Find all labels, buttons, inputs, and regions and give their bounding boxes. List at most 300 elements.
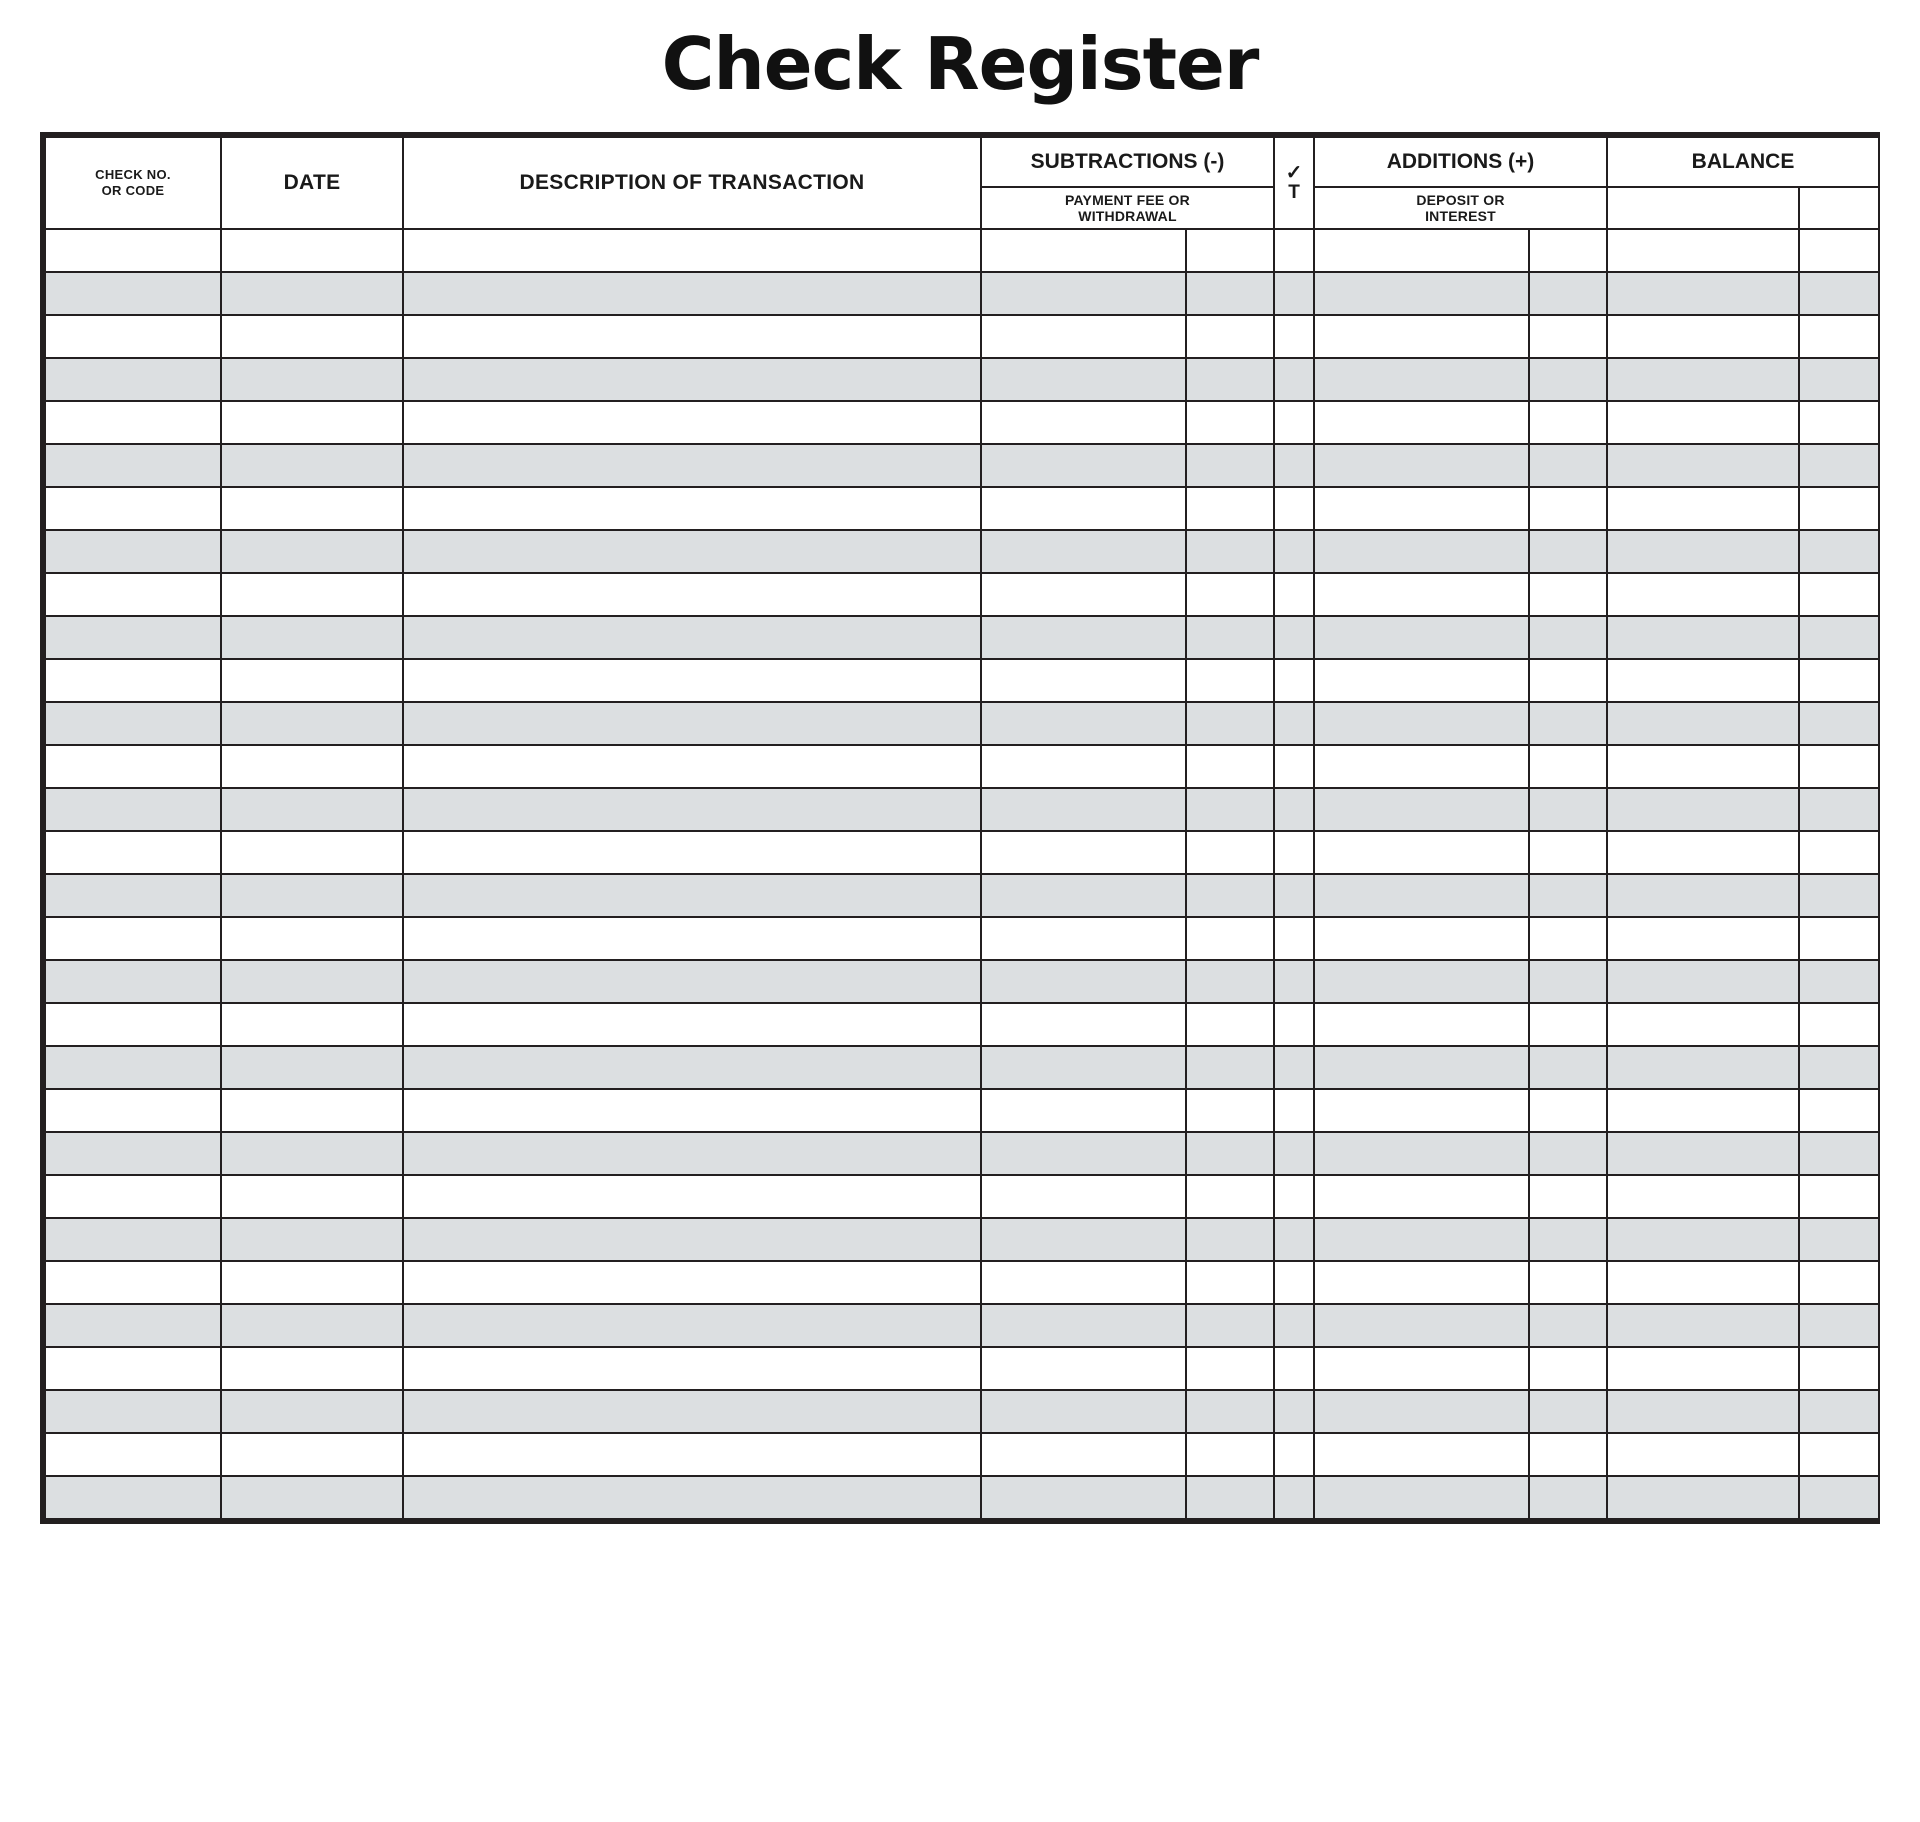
cell-check-no[interactable] [45,530,221,573]
cell-date[interactable] [221,1347,403,1390]
cell-addition-amount[interactable] [1314,444,1529,487]
cell-balance-cents[interactable] [1799,917,1879,960]
table-row[interactable] [45,745,1879,788]
cell-check-no[interactable] [45,659,221,702]
cell-date[interactable] [221,659,403,702]
cell-subtraction-amount[interactable] [981,745,1186,788]
cell-check-no[interactable] [45,444,221,487]
cell-addition-amount[interactable] [1314,401,1529,444]
cell-subtraction-amount[interactable] [981,1046,1186,1089]
cell-addition-amount[interactable] [1314,917,1529,960]
cell-balance-cents[interactable] [1799,960,1879,1003]
cell-addition-amount[interactable] [1314,1175,1529,1218]
cell-tick[interactable] [1274,960,1314,1003]
cell-addition-amount[interactable] [1314,1433,1529,1476]
table-row[interactable] [45,1003,1879,1046]
cell-tick[interactable] [1274,358,1314,401]
cell-balance-cents[interactable] [1799,1003,1879,1046]
cell-subtraction-amount[interactable] [981,1132,1186,1175]
cell-balance-cents[interactable] [1799,788,1879,831]
cell-subtraction-amount[interactable] [981,616,1186,659]
cell-tick[interactable] [1274,272,1314,315]
cell-subtraction-amount[interactable] [981,487,1186,530]
cell-tick[interactable] [1274,702,1314,745]
cell-subtraction-cents[interactable] [1186,745,1274,788]
cell-date[interactable] [221,1218,403,1261]
cell-addition-amount[interactable] [1314,1003,1529,1046]
cell-addition-amount[interactable] [1314,831,1529,874]
table-row[interactable] [45,1046,1879,1089]
cell-balance-amount[interactable] [1607,616,1799,659]
table-row[interactable] [45,530,1879,573]
table-row[interactable] [45,917,1879,960]
cell-check-no[interactable] [45,358,221,401]
cell-check-no[interactable] [45,1218,221,1261]
cell-addition-cents[interactable] [1529,315,1607,358]
cell-balance-cents[interactable] [1799,1433,1879,1476]
cell-subtraction-cents[interactable] [1186,401,1274,444]
cell-check-no[interactable] [45,272,221,315]
cell-description[interactable] [403,1304,981,1347]
cell-date[interactable] [221,874,403,917]
cell-addition-cents[interactable] [1529,229,1607,272]
cell-check-no[interactable] [45,702,221,745]
cell-addition-amount[interactable] [1314,788,1529,831]
cell-balance-amount[interactable] [1607,1046,1799,1089]
cell-addition-cents[interactable] [1529,272,1607,315]
cell-description[interactable] [403,1261,981,1304]
cell-balance-amount[interactable] [1607,1476,1799,1519]
cell-tick[interactable] [1274,917,1314,960]
cell-balance-cents[interactable] [1799,874,1879,917]
cell-check-no[interactable] [45,1175,221,1218]
cell-subtraction-amount[interactable] [981,1304,1186,1347]
cell-description[interactable] [403,530,981,573]
cell-balance-amount[interactable] [1607,1304,1799,1347]
cell-tick[interactable] [1274,1046,1314,1089]
cell-addition-amount[interactable] [1314,659,1529,702]
cell-description[interactable] [403,1175,981,1218]
cell-balance-cents[interactable] [1799,272,1879,315]
cell-subtraction-cents[interactable] [1186,1218,1274,1261]
cell-balance-amount[interactable] [1607,874,1799,917]
table-row[interactable] [45,1218,1879,1261]
cell-tick[interactable] [1274,1347,1314,1390]
cell-subtraction-cents[interactable] [1186,1433,1274,1476]
cell-subtraction-amount[interactable] [981,788,1186,831]
cell-balance-cents[interactable] [1799,401,1879,444]
cell-balance-cents[interactable] [1799,1390,1879,1433]
cell-check-no[interactable] [45,1433,221,1476]
cell-balance-amount[interactable] [1607,1347,1799,1390]
cell-addition-amount[interactable] [1314,702,1529,745]
cell-date[interactable] [221,530,403,573]
cell-tick[interactable] [1274,229,1314,272]
cell-check-no[interactable] [45,831,221,874]
cell-description[interactable] [403,960,981,1003]
cell-subtraction-cents[interactable] [1186,1132,1274,1175]
cell-subtraction-amount[interactable] [981,358,1186,401]
cell-description[interactable] [403,272,981,315]
cell-subtraction-amount[interactable] [981,1390,1186,1433]
cell-addition-amount[interactable] [1314,1304,1529,1347]
cell-addition-amount[interactable] [1314,573,1529,616]
cell-addition-amount[interactable] [1314,229,1529,272]
cell-subtraction-cents[interactable] [1186,960,1274,1003]
cell-subtraction-cents[interactable] [1186,1347,1274,1390]
cell-addition-amount[interactable] [1314,874,1529,917]
cell-addition-cents[interactable] [1529,487,1607,530]
cell-balance-cents[interactable] [1799,444,1879,487]
cell-subtraction-amount[interactable] [981,1347,1186,1390]
cell-date[interactable] [221,960,403,1003]
cell-addition-amount[interactable] [1314,960,1529,1003]
cell-addition-cents[interactable] [1529,788,1607,831]
cell-check-no[interactable] [45,573,221,616]
cell-addition-amount[interactable] [1314,315,1529,358]
cell-subtraction-amount[interactable] [981,530,1186,573]
cell-balance-amount[interactable] [1607,358,1799,401]
cell-subtraction-amount[interactable] [981,960,1186,1003]
cell-addition-amount[interactable] [1314,487,1529,530]
cell-addition-cents[interactable] [1529,702,1607,745]
table-row[interactable] [45,702,1879,745]
cell-tick[interactable] [1274,1261,1314,1304]
cell-balance-cents[interactable] [1799,831,1879,874]
cell-tick[interactable] [1274,1476,1314,1519]
cell-balance-amount[interactable] [1607,960,1799,1003]
cell-addition-cents[interactable] [1529,1132,1607,1175]
cell-addition-cents[interactable] [1529,1476,1607,1519]
cell-description[interactable] [403,444,981,487]
cell-balance-amount[interactable] [1607,1218,1799,1261]
cell-balance-cents[interactable] [1799,1218,1879,1261]
cell-check-no[interactable] [45,1304,221,1347]
cell-check-no[interactable] [45,1003,221,1046]
cell-date[interactable] [221,401,403,444]
table-row[interactable] [45,1433,1879,1476]
cell-date[interactable] [221,831,403,874]
cell-tick[interactable] [1274,1132,1314,1175]
cell-date[interactable] [221,917,403,960]
table-row[interactable] [45,272,1879,315]
cell-balance-cents[interactable] [1799,1175,1879,1218]
cell-addition-amount[interactable] [1314,530,1529,573]
cell-subtraction-cents[interactable] [1186,788,1274,831]
table-row[interactable] [45,573,1879,616]
cell-tick[interactable] [1274,616,1314,659]
cell-tick[interactable] [1274,1089,1314,1132]
cell-date[interactable] [221,573,403,616]
table-row[interactable] [45,1132,1879,1175]
cell-description[interactable] [403,745,981,788]
cell-tick[interactable] [1274,573,1314,616]
cell-addition-cents[interactable] [1529,1175,1607,1218]
cell-balance-amount[interactable] [1607,573,1799,616]
cell-subtraction-cents[interactable] [1186,1261,1274,1304]
cell-addition-amount[interactable] [1314,1476,1529,1519]
cell-addition-cents[interactable] [1529,1218,1607,1261]
table-row[interactable] [45,1089,1879,1132]
cell-check-no[interactable] [45,1261,221,1304]
cell-addition-cents[interactable] [1529,1261,1607,1304]
table-row[interactable] [45,229,1879,272]
cell-date[interactable] [221,788,403,831]
table-row[interactable] [45,1476,1879,1519]
cell-addition-cents[interactable] [1529,745,1607,788]
cell-description[interactable] [403,573,981,616]
cell-subtraction-amount[interactable] [981,874,1186,917]
cell-subtraction-cents[interactable] [1186,1390,1274,1433]
cell-balance-cents[interactable] [1799,616,1879,659]
cell-subtraction-cents[interactable] [1186,874,1274,917]
cell-check-no[interactable] [45,788,221,831]
cell-addition-cents[interactable] [1529,1304,1607,1347]
cell-description[interactable] [403,1132,981,1175]
cell-date[interactable] [221,1476,403,1519]
cell-subtraction-cents[interactable] [1186,659,1274,702]
cell-description[interactable] [403,1476,981,1519]
cell-addition-cents[interactable] [1529,1390,1607,1433]
cell-date[interactable] [221,1390,403,1433]
cell-addition-cents[interactable] [1529,573,1607,616]
cell-check-no[interactable] [45,874,221,917]
table-row[interactable] [45,874,1879,917]
table-row[interactable] [45,831,1879,874]
cell-tick[interactable] [1274,1175,1314,1218]
cell-date[interactable] [221,1304,403,1347]
cell-tick[interactable] [1274,831,1314,874]
cell-subtraction-amount[interactable] [981,315,1186,358]
cell-description[interactable] [403,1003,981,1046]
cell-date[interactable] [221,1175,403,1218]
cell-balance-amount[interactable] [1607,444,1799,487]
cell-addition-cents[interactable] [1529,530,1607,573]
cell-addition-cents[interactable] [1529,1003,1607,1046]
table-row[interactable] [45,1261,1879,1304]
cell-addition-cents[interactable] [1529,358,1607,401]
cell-addition-amount[interactable] [1314,1261,1529,1304]
table-row[interactable] [45,315,1879,358]
cell-check-no[interactable] [45,960,221,1003]
table-row[interactable] [45,487,1879,530]
cell-addition-cents[interactable] [1529,659,1607,702]
cell-addition-cents[interactable] [1529,831,1607,874]
cell-tick[interactable] [1274,401,1314,444]
cell-date[interactable] [221,702,403,745]
cell-subtraction-amount[interactable] [981,1433,1186,1476]
cell-description[interactable] [403,487,981,530]
cell-balance-amount[interactable] [1607,659,1799,702]
cell-balance-amount[interactable] [1607,1433,1799,1476]
cell-tick[interactable] [1274,1003,1314,1046]
table-row[interactable] [45,401,1879,444]
cell-addition-cents[interactable] [1529,1046,1607,1089]
cell-addition-amount[interactable] [1314,358,1529,401]
table-row[interactable] [45,960,1879,1003]
cell-balance-cents[interactable] [1799,315,1879,358]
cell-subtraction-cents[interactable] [1186,1003,1274,1046]
cell-addition-cents[interactable] [1529,1433,1607,1476]
cell-balance-amount[interactable] [1607,917,1799,960]
cell-balance-cents[interactable] [1799,573,1879,616]
cell-date[interactable] [221,315,403,358]
cell-subtraction-amount[interactable] [981,401,1186,444]
cell-addition-amount[interactable] [1314,745,1529,788]
cell-balance-amount[interactable] [1607,315,1799,358]
cell-subtraction-amount[interactable] [981,659,1186,702]
table-row[interactable] [45,444,1879,487]
cell-subtraction-amount[interactable] [981,1218,1186,1261]
cell-tick[interactable] [1274,1304,1314,1347]
cell-date[interactable] [221,229,403,272]
cell-date[interactable] [221,1089,403,1132]
cell-date[interactable] [221,272,403,315]
cell-balance-cents[interactable] [1799,1304,1879,1347]
cell-description[interactable] [403,1347,981,1390]
cell-date[interactable] [221,1046,403,1089]
cell-addition-cents[interactable] [1529,401,1607,444]
cell-subtraction-amount[interactable] [981,444,1186,487]
table-row[interactable] [45,1304,1879,1347]
cell-subtraction-cents[interactable] [1186,573,1274,616]
cell-description[interactable] [403,229,981,272]
cell-subtraction-cents[interactable] [1186,1476,1274,1519]
cell-subtraction-amount[interactable] [981,917,1186,960]
cell-balance-cents[interactable] [1799,487,1879,530]
cell-addition-cents[interactable] [1529,616,1607,659]
cell-description[interactable] [403,788,981,831]
cell-balance-amount[interactable] [1607,788,1799,831]
cell-subtraction-amount[interactable] [981,573,1186,616]
cell-check-no[interactable] [45,1390,221,1433]
cell-date[interactable] [221,616,403,659]
cell-check-no[interactable] [45,487,221,530]
cell-description[interactable] [403,702,981,745]
cell-balance-amount[interactable] [1607,401,1799,444]
cell-subtraction-cents[interactable] [1186,530,1274,573]
cell-description[interactable] [403,1390,981,1433]
cell-check-no[interactable] [45,1089,221,1132]
cell-balance-cents[interactable] [1799,702,1879,745]
cell-addition-amount[interactable] [1314,1347,1529,1390]
cell-addition-amount[interactable] [1314,616,1529,659]
cell-balance-amount[interactable] [1607,487,1799,530]
cell-subtraction-cents[interactable] [1186,315,1274,358]
cell-addition-amount[interactable] [1314,272,1529,315]
cell-date[interactable] [221,358,403,401]
cell-date[interactable] [221,487,403,530]
table-row[interactable] [45,358,1879,401]
cell-tick[interactable] [1274,1433,1314,1476]
cell-balance-amount[interactable] [1607,1390,1799,1433]
cell-tick[interactable] [1274,745,1314,788]
cell-description[interactable] [403,1218,981,1261]
cell-balance-amount[interactable] [1607,745,1799,788]
cell-subtraction-amount[interactable] [981,229,1186,272]
cell-check-no[interactable] [45,745,221,788]
cell-description[interactable] [403,917,981,960]
cell-date[interactable] [221,1003,403,1046]
cell-subtraction-amount[interactable] [981,272,1186,315]
cell-addition-amount[interactable] [1314,1390,1529,1433]
cell-subtraction-cents[interactable] [1186,702,1274,745]
cell-addition-amount[interactable] [1314,1218,1529,1261]
cell-subtraction-cents[interactable] [1186,831,1274,874]
table-row[interactable] [45,616,1879,659]
cell-subtraction-amount[interactable] [981,702,1186,745]
cell-subtraction-cents[interactable] [1186,1175,1274,1218]
cell-addition-amount[interactable] [1314,1046,1529,1089]
table-row[interactable] [45,659,1879,702]
cell-check-no[interactable] [45,917,221,960]
cell-description[interactable] [403,616,981,659]
cell-description[interactable] [403,315,981,358]
table-row[interactable] [45,1390,1879,1433]
table-row[interactable] [45,788,1879,831]
cell-balance-amount[interactable] [1607,530,1799,573]
cell-description[interactable] [403,358,981,401]
cell-subtraction-amount[interactable] [981,1175,1186,1218]
cell-subtraction-cents[interactable] [1186,1304,1274,1347]
cell-description[interactable] [403,659,981,702]
cell-tick[interactable] [1274,444,1314,487]
cell-subtraction-amount[interactable] [981,1261,1186,1304]
cell-tick[interactable] [1274,315,1314,358]
cell-balance-cents[interactable] [1799,745,1879,788]
cell-check-no[interactable] [45,229,221,272]
cell-balance-amount[interactable] [1607,1132,1799,1175]
cell-addition-cents[interactable] [1529,874,1607,917]
cell-check-no[interactable] [45,315,221,358]
cell-date[interactable] [221,444,403,487]
cell-subtraction-cents[interactable] [1186,229,1274,272]
cell-balance-cents[interactable] [1799,1347,1879,1390]
cell-tick[interactable] [1274,1390,1314,1433]
cell-balance-cents[interactable] [1799,229,1879,272]
cell-description[interactable] [403,1089,981,1132]
cell-subtraction-cents[interactable] [1186,358,1274,401]
cell-subtraction-amount[interactable] [981,1089,1186,1132]
cell-description[interactable] [403,831,981,874]
cell-tick[interactable] [1274,788,1314,831]
cell-addition-cents[interactable] [1529,960,1607,1003]
cell-balance-cents[interactable] [1799,659,1879,702]
cell-check-no[interactable] [45,1476,221,1519]
cell-balance-amount[interactable] [1607,1089,1799,1132]
cell-check-no[interactable] [45,616,221,659]
cell-balance-cents[interactable] [1799,1476,1879,1519]
cell-subtraction-cents[interactable] [1186,272,1274,315]
cell-balance-amount[interactable] [1607,1261,1799,1304]
cell-date[interactable] [221,1132,403,1175]
cell-check-no[interactable] [45,1347,221,1390]
cell-subtraction-amount[interactable] [981,831,1186,874]
cell-date[interactable] [221,1261,403,1304]
cell-description[interactable] [403,1046,981,1089]
cell-check-no[interactable] [45,1046,221,1089]
cell-subtraction-cents[interactable] [1186,444,1274,487]
cell-date[interactable] [221,745,403,788]
cell-tick[interactable] [1274,659,1314,702]
cell-date[interactable] [221,1433,403,1476]
cell-subtraction-amount[interactable] [981,1476,1186,1519]
cell-description[interactable] [403,401,981,444]
cell-tick[interactable] [1274,487,1314,530]
cell-subtraction-cents[interactable] [1186,487,1274,530]
cell-check-no[interactable] [45,401,221,444]
cell-tick[interactable] [1274,1218,1314,1261]
